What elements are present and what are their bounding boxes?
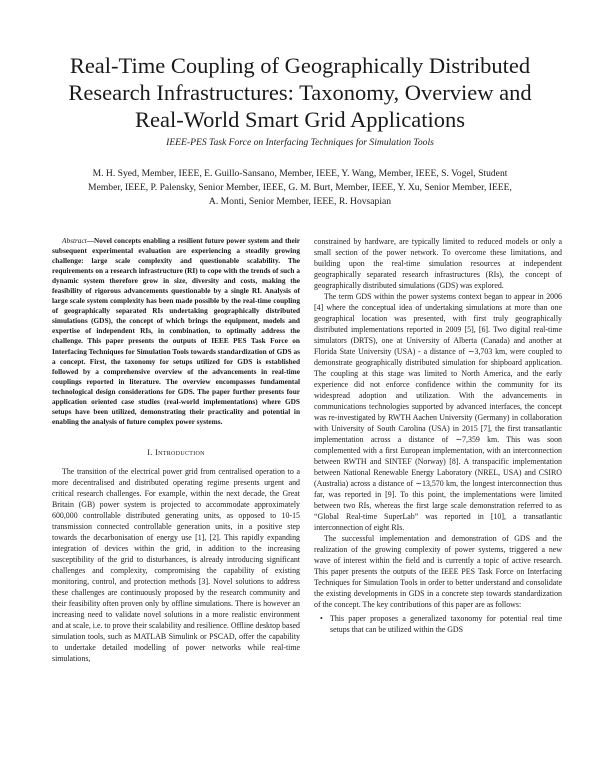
body-paragraph: The successful implementation and demonstration of GDS and the realization of the growing complexity of power systems, triggered a new wave of interest within the field and is currently a topic of active research. This paper presents the outputs of the IEEE PES Task Force on Interfacing Techniques for Simulation Tools in order to better understand and consolidate the existing developments in GDS in a concrete step towards standardization of the concept. The key contributions of this paper are as follows: — [314, 534, 562, 609]
bullet-icon: • — [320, 614, 323, 623]
body-paragraph: The transition of the electrical power grid from centralised operation to a more decentralised and distributed operating regime presents urgent and critical research challenges. For example, within the next decade, the Great Britain (GB) power system is projected to accommodate approximately 600,000 controllable distributed generating units, as opposed to 10-15 transmission connected controllable generation units, in a positive step towards the decarbonisation of energy use [1], [2]. This rapidly expanding integration of devices within the grid, in addition to the increasing susceptibility of the grid to disturbances, is already introducing significant challenges and complexity, compromising the capability of existing monitoring, control, and protection methods [3]. Novel solutions to address these challenges are continuously proposed by the research community and their feasibility often proven only by offline simulations. There is however an increasing need to validate novel solutions in a more realistic environment and at scale, i.e. to prove their scalability and resilience. Offline desktop based simulation tools, such as MATLAB Simulink or PSCAD, offer the capability to undertake detailed modelling of power networks while real-time simulations, — [52, 466, 300, 663]
section-heading: I. Introduction — [147, 447, 205, 457]
author-line: M. H. Syed, Member, IEEE, E. Guillo-Sansano, Member, IEEE, Y. Wang, Member, IEEE, S. Vogel, Student — [92, 168, 508, 179]
abstract-label: Abstract — [62, 236, 87, 245]
body-paragraph: constrained by hardware, are typically limited to reduced models or only a small section of the power network. To overcome these limitations, and building upon the real-time simulation resources at independent geographically separated research infrastructures (RIs), the concept of geographically distributed simulations (GDS) was explored. — [314, 237, 562, 290]
list-item-text: This paper proposes a generalized taxonomy for potential real time setups that can be utilized within the GDS — [330, 614, 562, 634]
paper-subtitle: IEEE-PES Task Force on Interfacing Techniques for Simulation Tools — [166, 137, 434, 148]
author-line: A. Monti, Senior Member, IEEE, R. Hovsapian — [208, 196, 392, 207]
title-line: Real-Time Coupling of Geographically Distributed — [69, 53, 531, 78]
title-line: Research Infrastructures: Taxonomy, Overview and — [68, 80, 532, 105]
author-list — [40, 167, 560, 209]
left-column — [52, 236, 300, 664]
right-column — [314, 236, 562, 635]
title-line: Real-World Smart Grid Applications — [134, 107, 465, 132]
author-line: Member, IEEE, P. Palensky, Senior Member, IEEE, G. M. Burt, Member, IEEE, Y. Xu, Senior Member, IEEE, — [88, 182, 512, 193]
list-item — [314, 613, 562, 635]
body-paragraph: The term GDS within the power systems context began to appear in 2006 [4] where the conceptual idea of undertaking simulations at more than one geographical location was presented, with first truly geographically distributed implementations reported in 2009 [5], [6]. Two digital real-time simulators (DRTS), one at University of Alberta (Canada) and another at Florida State University (USA) - a distance of ∼3,703 km, were coupled to demonstrate geographically distributed simulation for shipboard application. The coupling at this stage was limited to North America, and the early experience did not enforce confidence within the community for its widespread adoption and utilization. With the advancements in communications technologies supported by advanced interfaces, the concept was re-investigated by RWTH Aachen University (Germany) in collaboration with University of South Carolina (USA) in 2015 [7], the first transatlantic implementation across a distance of ∼7,359 km. This was soon complemented with a first European implementation, with an interconnection between RWTH and SINTEF (Norway) [8]. A transpacific implementation between National Renewable Energy Laboratory (NREL, USA) and CSIRO (Australia) across a distance of ∼13,570 km, the longest interconnection thus far, was reported in [9]. To this point, the implementations were limited between two RIs, whereas the first large scale demonstration referred to as “Global Real-time SuperLab” was reported in [10], a transatlantic interconnection of eight RIs. — [314, 292, 562, 532]
abstract — [52, 236, 300, 427]
paper-title — [40, 52, 560, 133]
abstract-text: —Novel concepts enabling a resilient future power system and their subsequent experimental evaluation are experiencing a steadily growing challenge: large scale complexity and questionable scalability. The requirements on a research infrastructure (RI) to cope with the trends of such a dynamic system therefore grow in size, diversity and costs, making the feasibility of rigorous advancements questionable by a single RI. Analysis of large scale system complexity has been made possible by the real-time coupling of geographically separated RIs undertaking geographically distributed simulations (GDS), the concept of which brings the equipment, models and expertise of independent RIs, in combination, to optimally address the challenge. This paper presents the outputs of IEEE PES Task Force on Interfacing Techniques for Simulation Tools towards standardization of GDS as a concept. First, the taxonomy for setups utilized for GDS is established followed by a comprehensive overview of the advancements in real-time couplings reported in literature. The overview encompasses fundamental technological design considerations for GDS. The paper further presents four application oriented case studies (real-world implementations) where GDS setups have been utilized, demonstrating their practicality and potential in enabling the analysis of future complex power systems. — [52, 236, 300, 426]
contribution-list — [314, 613, 562, 635]
